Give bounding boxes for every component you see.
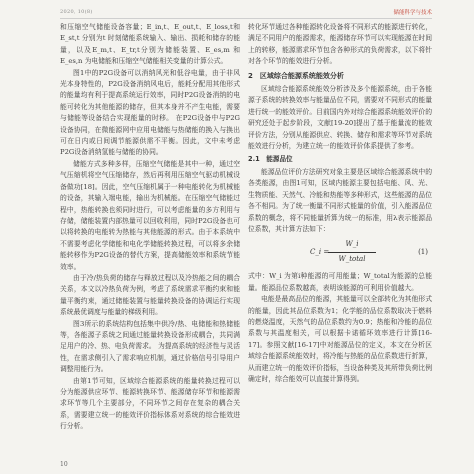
- paragraph: 图3所示的系统结构包括集中供冷/热、电储能和热储能等，各能源子系统之间通过能量转换设备形成耦合，共同满足用户的冷、热、电负荷需求。 为提高系统的经济性与灵活性，在需求侧引入了需求响应机制，通过价格信号引导用户调整用能行为。: [60, 319, 240, 374]
- paragraph: 能源品位评价方法研究对象主要是区域综合能源系统中的各类能源，由图1可知，区域内能源主要包括电能、风、光、生物质能、天然气、冷能和热能等多种形式，这些能源的品位各不相同。为了统一衡量不同形式能量的价值，引入能源品位系数的概念，将不同能量折算为统一的标准，用λ表示能源品位系数，其计算方法如下：: [248, 167, 432, 233]
- equation-numerator: W_i: [328, 239, 376, 252]
- page-number: 10: [60, 461, 68, 468]
- paragraph: 储能方式多种多样，压缩空气储能是其中一种，通过空气压缩机将空气压缩储存，然后再利用压缩空气驱动机械设备做功[18]。因此，空气压缩机属于一种电能转化为机械能的设备，其输入端电能，输出为机械能。在压缩空气储能过程中，热能转换也须同时进行，可以考虑能量的多方利用与存储，储能装置内部热量可以回收利用，同时P2G设备也可以将转换的电能转为热能与其他能源的形式。由于本系统中不需要考虑化学储能和电化学储能转换过程，可以将多余储能转移作为P2G设备的替代方案，提高储能效率和系统节能效率。: [60, 159, 240, 271]
- running-header: [60, 6, 432, 19]
- equation-number: (1): [418, 248, 428, 257]
- left-column: [60, 22, 240, 433]
- header-issue: 2020, 10(8): [60, 9, 93, 15]
- paragraph: 图1中的P2G设备可以消纳风光和低谷电量，由于非风光本身特性的，P2G设备消纳风电后，能耗分配用其他形式的能量均有利于提高系统运行效率，同时P2G设备消纳的电能可转化为其他能源的储存，但其本身并不产生电能，需要与储能等设备结合实现能量的时移。 在P2G设备中与P2G设备协同，在微能源网中应用电储能与热储能的换入与换出可在日内或日间调节能源供需不平衡。因此，文中未考虑P2G设备消纳氢能与储能的协同。: [60, 68, 240, 157]
- section-heading: 2 区域综合能源系统能效分析: [248, 71, 344, 80]
- paragraph: 式中：W_i 为第i种能源的可用能量；W_total为能源的总能量。能源品位系数越高，表明该能源的可利用价值越大。: [248, 272, 432, 292]
- equation-denominator: W_total: [338, 254, 366, 263]
- paragraph: 和压缩空气储能设备容量；E_in,t、E_out,t、E_loss,t和E_st,t 分别为t 时刻储能系统输入、输出、损耗和储存的能量，以及E_m,t、E_tr,t分别为储能装置、E_es,m 和 E_es,n 为电储能和压缩空气储能相关变量的计算公式。: [60, 23, 240, 66]
- equation-1: [248, 239, 432, 265]
- subsection-heading: 2.1 能源品位: [248, 155, 293, 164]
- equation-fraction: [328, 239, 376, 265]
- paragraph: 区域综合能源系统能效分析涉及多个能源系统，由于各能源子系统的转换效率与能量品位不同，需要对不同形式的能量进行统一的能效评价。目前国内外对综合能源系统能效评价的研究还处于起步阶段，文献[19-20]提出了基于能量流的能效评价方法，分别从能源供应、转换、储存和需求等环节对系统能效进行分析，为建立统一的能效评价体系提供了参考。: [248, 85, 432, 151]
- paragraph: 转化环节通过各种能源转化设备将不同形式的能源进行转化，满足不同用户的能源需求，能源储存环节可以实现能源在时间上的转移，能源需求环节包含各种形式的负荷需求，以下将针对各个环节的能效进行分析。: [248, 23, 432, 66]
- paragraph: 由第1节可知，区域综合能源系统的能量转换过程可以分为能源供应环节、能源转换环节、能源储存环节和能源需求环节等几个主要部分，不同环节之间存在复杂的耦合关系，需要建立统一的能效评价指标体系对系统的综合能效进行分析。: [60, 376, 240, 431]
- paragraph: 由于冷/热负荷的储存与释放过程以及冷热能之间的耦合关系，本文以冷热负荷为例，考虑了系统需求平衡约束和能量平衡约束，通过储能装置与能量转换设备的协调运行实现系统最优调度与能量的梯级利用。: [60, 273, 240, 317]
- right-column: [248, 22, 432, 385]
- header-journal-title: 储能科学与技术: [393, 10, 432, 16]
- equation-lhs: C_i =: [310, 248, 330, 257]
- paragraph: 电能是最高品位的能源，其能量可以全部转化为其他形式的能量，因此其品位系数为1；化学能的品位系数取决于燃料的燃烧温度，天然气的品位系数约为0.9；热能和冷能的品位系数与其温度相关，可以根据卡诺循环效率进行计算[16-17]。参照文献[16-17]中对能源品位的定义，本文在分析区域综合能源系统能效时，将冷能与热能的品位系数进行折算，从而建立统一的能效评价指标，当设备种类及其所带负荷比例确定时，综合能效可以直接计算得到。: [248, 295, 432, 383]
